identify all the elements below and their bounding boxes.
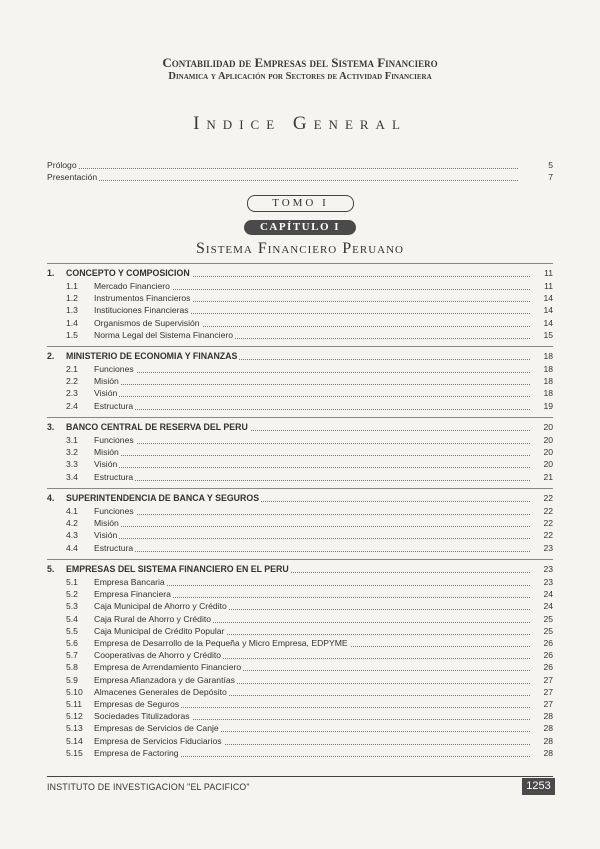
entry-title: Funciones [94, 364, 134, 374]
section-divider [47, 417, 553, 418]
chapter-title: Sistema Financiero Peruano [196, 240, 404, 257]
entry-number: 1.5 [66, 329, 78, 340]
dot-leader [94, 409, 530, 410]
entry-number: 5.15 [66, 747, 83, 758]
entry-title: Prólogo [47, 160, 77, 170]
entry-number: 5.12 [66, 711, 83, 722]
entry-title: Sociedades Titulizadoras [94, 711, 190, 722]
entry-title: Instituciones Financieras [94, 305, 189, 316]
entry-title: Organismos de Supervisión [94, 317, 200, 328]
entry-page: 11 [544, 281, 553, 291]
entry-page: 20 [543, 435, 553, 445]
entry-title: Empresa de Arrendamiento Financiero [94, 662, 242, 673]
entry-title: Instrumentos Financieros [94, 293, 191, 304]
front-matter-row [0, 171, 600, 183]
entry-page: 26 [543, 662, 553, 673]
entry-page: 5 [548, 160, 553, 170]
dot-leader [94, 480, 530, 481]
entry-page: 15 [543, 329, 553, 340]
entry-number: 5.11 [66, 699, 83, 709]
dot-leader [94, 538, 530, 539]
entry-number: 5.14 [66, 735, 83, 746]
entry-title: Visión [94, 388, 118, 399]
entry-page: 18 [543, 364, 553, 374]
toc-item-row [0, 329, 600, 341]
entry-page: 28 [543, 711, 553, 722]
entry-title: Presentación [47, 172, 98, 182]
entry-title: Caja Rural de Ahorro y Crédito [94, 613, 212, 624]
entry-number: 3.4 [66, 471, 78, 482]
entry-title: Empresa Financiera [94, 589, 171, 600]
entry-number: 4. [47, 493, 55, 503]
entry-number: 5.3 [66, 601, 78, 612]
toc-item-row [0, 529, 600, 541]
entry-title: Caja Municipal de Crédito Popular [94, 625, 225, 636]
toc-section-row [0, 267, 600, 279]
dot-leader [94, 514, 530, 515]
toc-item-row [0, 446, 600, 458]
toc-item-row [0, 722, 600, 734]
entry-title: Estructura [94, 400, 134, 411]
entry-number: 5.1 [66, 577, 78, 587]
toc-section-row [0, 421, 600, 433]
entry-title: Mercado Financiero [94, 281, 170, 291]
entry-title: BANCO CENTRAL DE RESERVA DEL PERU [66, 422, 248, 432]
entry-title: CONCEPTO Y COMPOSICION [66, 268, 190, 278]
entry-title: Empresa Afianzadora y de Garantías [94, 674, 235, 685]
dot-leader [94, 526, 530, 527]
entry-title: Cooperativas de Ahorro y Crédito [94, 650, 222, 661]
entry-page: 22 [543, 506, 553, 516]
entry-page: 23 [543, 564, 553, 574]
entry-number: 3.1 [66, 435, 78, 445]
entry-number: 5.8 [66, 662, 78, 673]
page-number: 1253 [522, 778, 555, 795]
dot-leader [94, 372, 530, 373]
entry-number: 5.2 [66, 589, 78, 600]
toc-item-row [0, 400, 600, 412]
entry-number: 1.4 [66, 317, 78, 328]
entry-number: 4.3 [66, 530, 78, 541]
toc-item-row [0, 292, 600, 304]
entry-number: 4.4 [66, 542, 78, 553]
entry-page: 18 [543, 376, 553, 387]
toc-item-row [0, 542, 600, 554]
entry-page: 7 [548, 172, 553, 182]
entry-title: Funciones [94, 435, 134, 445]
entry-number: 5.4 [66, 613, 78, 624]
entry-number: 4.1 [66, 506, 78, 516]
toc-item-row [0, 576, 600, 588]
entry-number: 5. [47, 564, 55, 574]
toc-item-row [0, 517, 600, 529]
entry-page: 27 [543, 699, 553, 709]
chapter-label: CAPÍTULO I [244, 220, 356, 235]
entry-number: 2.1 [66, 364, 78, 374]
entry-title: Empresa de Desarrollo de la Pequeña y Micro Empresa, EDPYME [94, 638, 348, 648]
toc-item-row [0, 363, 600, 375]
toc-item-row [0, 698, 600, 710]
dot-leader [94, 384, 530, 385]
entry-number: 5.7 [66, 650, 78, 661]
entry-page: 19 [543, 400, 553, 411]
entry-page: 24 [543, 601, 553, 612]
section-divider [47, 346, 553, 347]
entry-page: 21 [543, 471, 553, 482]
dot-leader [47, 168, 518, 169]
entry-number: 2. [47, 351, 55, 361]
entry-page: 28 [543, 747, 553, 758]
toc-item-row [0, 317, 600, 329]
toc-section-row [0, 563, 600, 575]
entry-page: 14 [543, 305, 553, 316]
footer-rule [47, 776, 553, 777]
toc-item-row [0, 505, 600, 517]
toc-item-row [0, 625, 600, 637]
entry-page: 28 [543, 735, 553, 746]
entry-page: 25 [543, 625, 553, 636]
entry-title: SUPERINTENDENCIA DE BANCA Y SEGUROS [66, 493, 260, 503]
entry-page: 24 [543, 589, 553, 600]
entry-page: 23 [543, 577, 553, 587]
entry-page: 22 [543, 530, 553, 541]
footer-institute: INSTITUTO DE INVESTIGACION "EL PACIFICO" [47, 782, 250, 792]
entry-number: 5.9 [66, 674, 78, 685]
toc-item-row [0, 735, 600, 747]
entry-number: 5.5 [66, 625, 78, 636]
entry-title: Funciones [94, 506, 134, 516]
entry-title: Visión [94, 459, 118, 470]
toc-item-row [0, 434, 600, 446]
entry-number: 1.1 [66, 281, 78, 291]
entry-page: 14 [543, 293, 553, 304]
entry-title: Empresas de Seguros [94, 699, 180, 709]
dot-leader [94, 396, 530, 397]
entry-page: 25 [543, 613, 553, 624]
entry-page: 20 [543, 459, 553, 470]
entry-page: 20 [543, 422, 553, 432]
entry-title: Visión [94, 530, 118, 541]
entry-title: Estructura [94, 542, 134, 553]
entry-title: Estructura [94, 471, 134, 482]
entry-page: 23 [543, 542, 553, 553]
entry-title: Misión [94, 376, 119, 387]
entry-page: 27 [543, 686, 553, 697]
section-divider [47, 488, 553, 489]
entry-title: Norma Legal del Sistema Financiero [94, 329, 233, 340]
entry-page: 22 [543, 493, 553, 503]
entry-page: 14 [543, 317, 553, 328]
entry-number: 3. [47, 422, 55, 432]
page-footer [47, 776, 553, 800]
entry-number: 1.3 [66, 305, 78, 316]
book-title: Contabilidad de Empresas del Sistema Financiero [162, 55, 438, 70]
entry-title: Empresa de Servicios Fiduciarios [94, 735, 222, 746]
toc-item-row [0, 471, 600, 483]
entry-page: 26 [543, 638, 553, 648]
toc-item-row [0, 674, 600, 686]
front-matter-row [0, 159, 600, 171]
toc-item-row [0, 747, 600, 759]
tomo-label: TOMO I [247, 195, 354, 212]
entry-title: Misión [94, 518, 119, 529]
entry-page: 27 [543, 674, 553, 685]
entry-number: 5.13 [66, 723, 83, 734]
entry-number: 2.2 [66, 376, 78, 387]
entry-page: 11 [544, 268, 553, 278]
toc-item-row [0, 387, 600, 399]
section-divider [47, 263, 553, 264]
dot-leader [94, 551, 530, 552]
entry-title: Almacenes Generales de Depósito [94, 686, 227, 697]
entry-number: 4.2 [66, 518, 78, 529]
entry-title: MINISTERIO DE ECONOMIA Y FINANZAS [66, 351, 238, 361]
section-divider [47, 559, 553, 560]
toc-item-row [0, 661, 600, 673]
toc-item-row [0, 637, 600, 649]
toc-item-row [0, 375, 600, 387]
toc-item-row [0, 280, 600, 292]
toc-item-row [0, 649, 600, 661]
entry-title: Empresa de Factoring [94, 747, 179, 758]
entry-number: 3.2 [66, 447, 78, 458]
entry-title: Empresa Bancaria [94, 577, 165, 587]
entry-page: 26 [543, 650, 553, 661]
entry-title: Misión [94, 447, 119, 458]
entry-page: 18 [543, 388, 553, 399]
entry-title: EMPRESAS DEL SISTEMA FINANCIERO EN EL PERU [66, 564, 289, 574]
entry-number: 3.3 [66, 459, 78, 470]
toc-item-row [0, 613, 600, 625]
entry-number: 2.4 [66, 400, 78, 411]
index-title: Indice General [193, 113, 407, 134]
toc-item-row [0, 304, 600, 316]
entry-page: 28 [543, 723, 553, 734]
dot-leader [94, 455, 530, 456]
toc-section-row [0, 492, 600, 504]
dot-leader [94, 443, 530, 444]
entry-page: 22 [543, 518, 553, 529]
entry-number: 1.2 [66, 293, 78, 304]
entry-page: 20 [543, 447, 553, 458]
entry-title: Caja Municipal de Ahorro y Crédito [94, 601, 227, 612]
dot-leader [47, 180, 518, 181]
toc-section-row [0, 350, 600, 362]
entry-number: 1. [47, 268, 55, 278]
entry-number: 5.6 [66, 638, 78, 648]
toc-item-row [0, 458, 600, 470]
entry-number: 2.3 [66, 388, 78, 399]
entry-page: 18 [543, 351, 553, 361]
entry-title: Empresas de Servicios de Canje [94, 723, 219, 734]
entry-number: 5.10 [66, 686, 83, 697]
toc-item-row [0, 710, 600, 722]
toc-item-row [0, 600, 600, 612]
toc-item-row [0, 686, 600, 698]
book-subtitle: Dinamica y Aplicación por Sectores de Actividad Financiera [168, 71, 432, 82]
dot-leader [94, 467, 530, 468]
toc-item-row [0, 588, 600, 600]
